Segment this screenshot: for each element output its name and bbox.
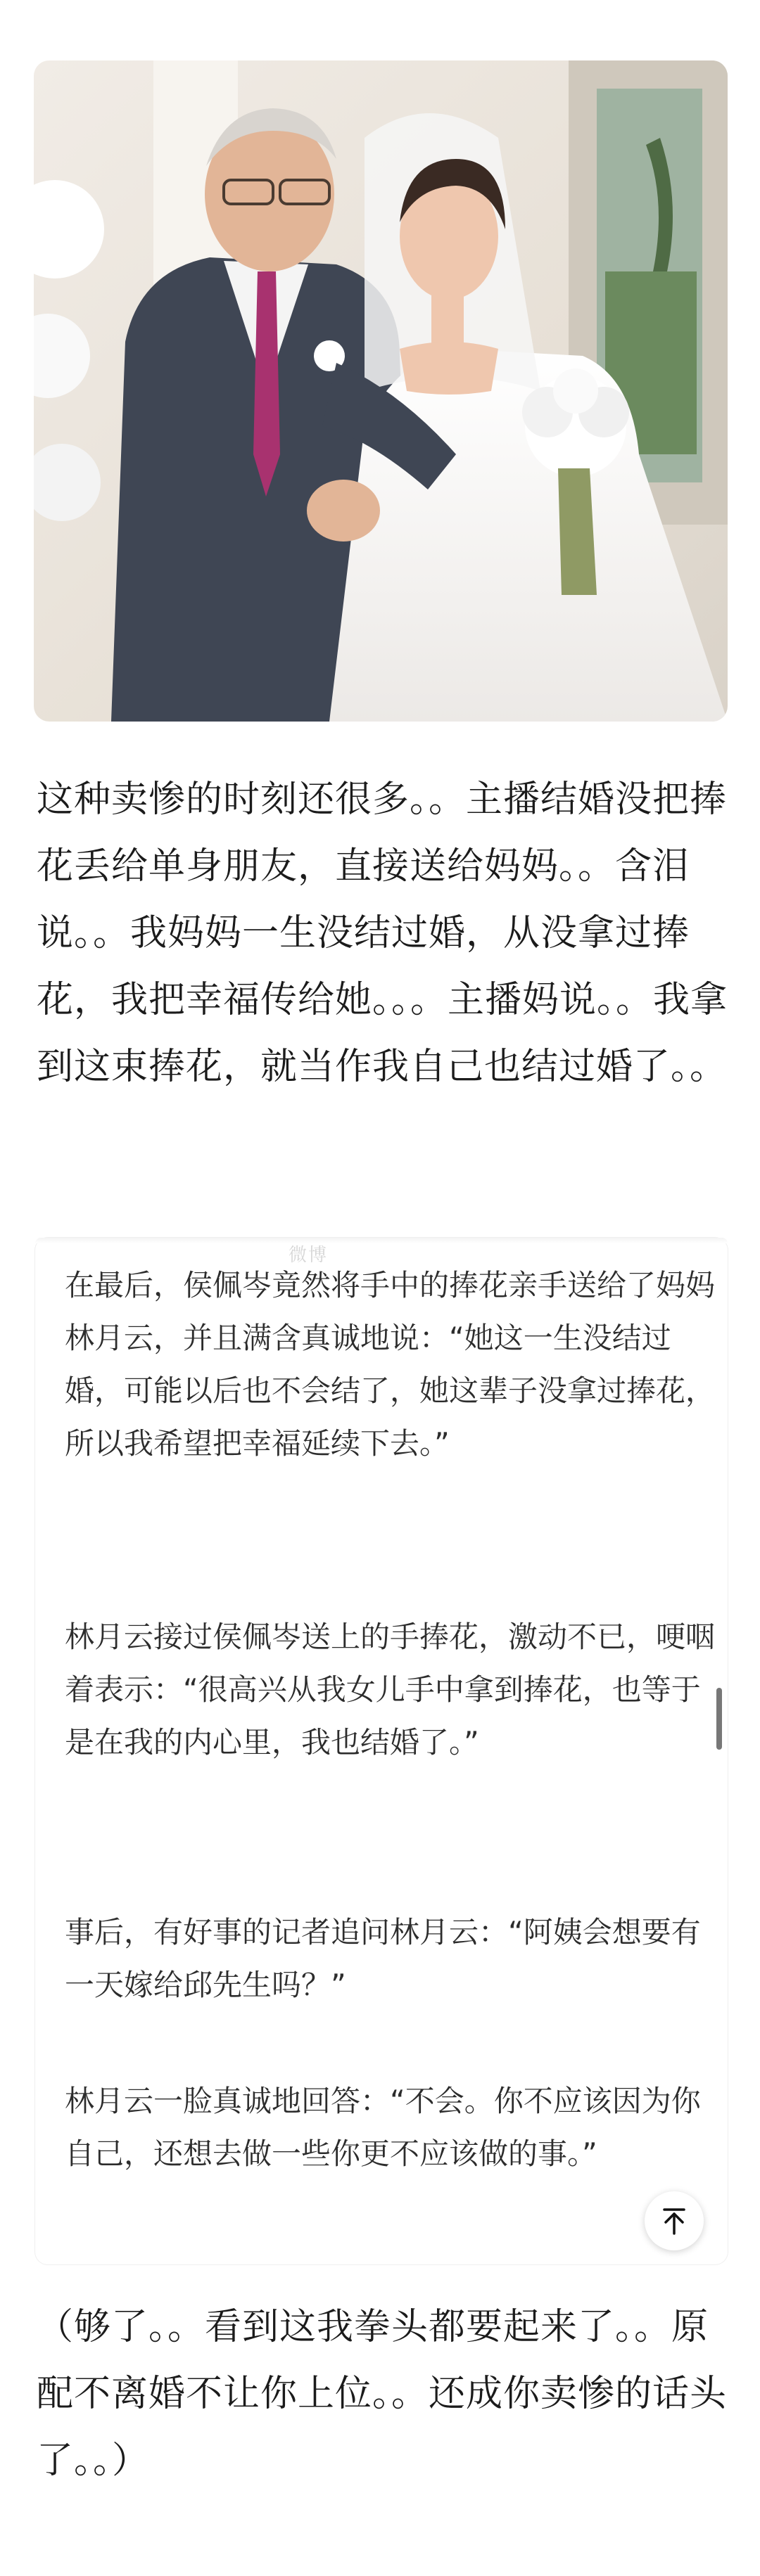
scrollbar-thumb[interactable] (716, 1688, 722, 1750)
wedding-photo (34, 60, 728, 722)
arrow-up-icon (659, 2205, 690, 2236)
post-closing-text: （够了。。看到这我拳头都要起来了。。原配不离婚不让你上位。。还成你卖惨的话头了。。） (37, 2306, 728, 2482)
quote-paragraph-1: 在最后，侯佩岑竟然将手中的捧花亲手送给了妈妈林月云，并且满含真诚地说：“她这一生没结过婚，可能以后也不会结了，她这辈子没拿过捧花，所以我希望把幸福延续下去。” (65, 1268, 716, 1461)
quote-paragraph-4: 林月云一脸真诚地回答：“不会。你不应该因为你自己，还想去做一些你更不应该做的事。” (65, 2084, 701, 2171)
card-top-divider (35, 1238, 728, 1243)
back-to-top-button[interactable] (645, 2191, 704, 2250)
wedding-photo-illustration (34, 60, 728, 722)
quote-paragraph-2: 林月云接过侯佩岑送上的手捧花，激动不已，哽咽着表示：“很高兴从我女儿手中拿到捧花，也等于是在我的内心里，我也结婚了。” (65, 1620, 716, 1760)
quote-paragraph-3: 事后，有好事的记者追问林月云：“阿姨会想要有一天嫁给邱先生吗？” (65, 1915, 701, 2002)
watermark-text: 微博 (289, 1245, 329, 1266)
post-body-text: 这种卖惨的时刻还很多。。主播结婚没把捧花丢给单身朋友，直接送给妈妈。。含泪说。。我妈妈一生没结过婚，从没拿过捧花，我把幸福传给她。。。主播妈说。。我拿到这束捧花，就当作我自己也结过婚了。。 (37, 778, 728, 1088)
quoted-article-card (35, 1238, 728, 2264)
